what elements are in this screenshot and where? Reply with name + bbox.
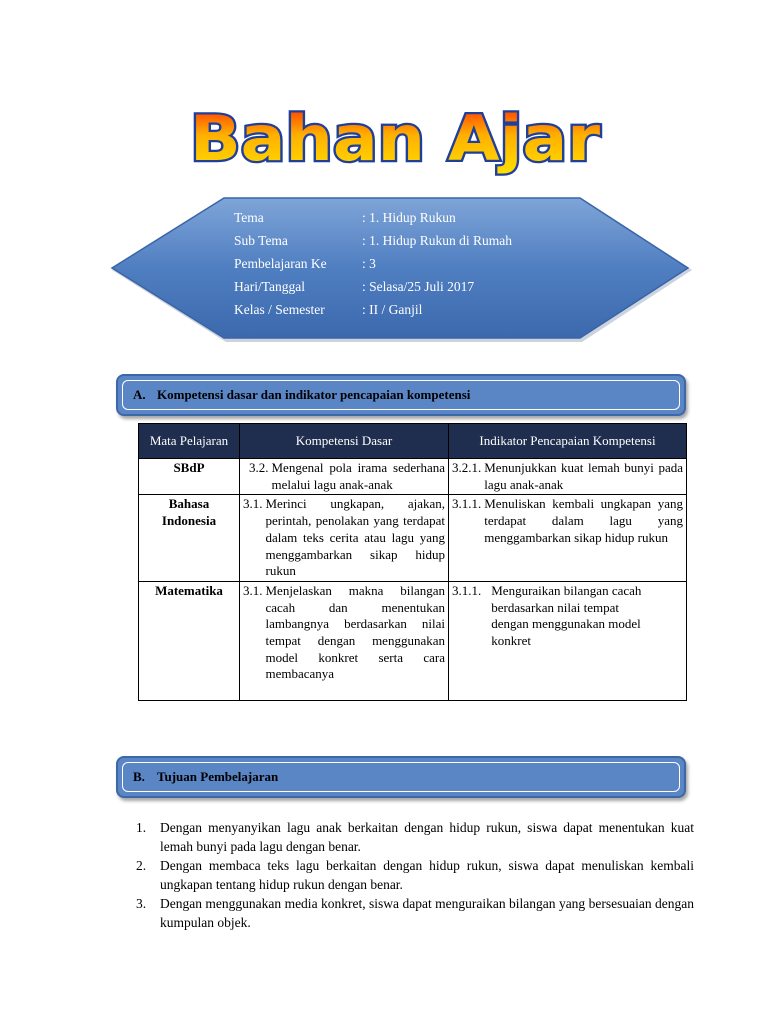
kd-number: 3.1. (243, 582, 263, 598)
learning-goals-list (136, 818, 694, 932)
section-letter: B. (133, 769, 145, 784)
table-row (139, 495, 687, 582)
goal-text: Dengan menyanyikan lagu anak berkaitan dengan hidup rukun, siswa dapat menentukan kuat lemah bunyi pada lagu dengan benar. (160, 820, 694, 854)
subject-cell: SBdP (139, 459, 240, 495)
indicator-cell (449, 581, 687, 700)
kd-cell (240, 581, 449, 700)
info-value: : II / Ganjil (362, 301, 423, 317)
title-graphic (180, 100, 610, 180)
indicator-cell (449, 459, 687, 495)
section-title: Kompetensi dasar dan indikator pencapaian kompetensi (157, 387, 471, 402)
table-row (139, 581, 687, 700)
info-label: Pembelajaran Ke (234, 255, 327, 271)
indicator-number: 3.1.1. (452, 582, 482, 598)
section-b-inner (122, 762, 680, 792)
title-wordart (180, 100, 610, 180)
info-row-kelas (234, 298, 512, 321)
table-header-row (139, 424, 687, 459)
info-label: Tema (234, 209, 264, 225)
info-value: : 1. Hidup Rukun di Rumah (362, 232, 513, 248)
info-value: : Selasa/25 Juli 2017 (362, 278, 475, 294)
info-label: Kelas / Semester (234, 301, 325, 317)
kd-text: Mengenal pola irama sederhana melalui lagu anak-anak (271, 460, 445, 492)
goal-number: 3. (136, 896, 147, 911)
info-row-pembelajaran (234, 252, 512, 275)
lesson-info-banner (108, 196, 692, 344)
kd-number: 3.2. (249, 460, 269, 475)
goal-number: 2. (136, 858, 147, 873)
info-row-subtema (234, 229, 512, 252)
info-label: Hari/Tanggal (234, 278, 306, 294)
header-subject: Mata Pelajaran (139, 424, 240, 459)
info-value: : 3 (362, 255, 376, 271)
section-b-heading (116, 756, 686, 798)
kd-cell (240, 495, 449, 582)
kd-cell (240, 459, 449, 495)
subject-cell: Matematika (139, 581, 240, 700)
section-title: Tujuan Pembelajaran (157, 769, 279, 784)
goal-text: Dengan menggunakan media konkret, siswa dapat menguraikan bilangan yang bersesuaian dengan kumpulan objek. (160, 896, 694, 930)
table-row (139, 459, 687, 495)
indicator-text: Menunjukkan kuat lemah bunyi pada lagu anak-anak (484, 460, 683, 492)
kd-number: 3.1. (243, 496, 263, 512)
indicator-cell (449, 495, 687, 582)
header-kd: Kompetensi Dasar (240, 424, 449, 459)
info-label: Sub Tema (234, 232, 288, 248)
lesson-info (234, 206, 512, 321)
info-row-tema (234, 206, 512, 229)
info-row-tanggal (234, 275, 512, 298)
list-item (136, 856, 694, 894)
section-a-heading (116, 374, 686, 416)
list-item (136, 894, 694, 932)
subject-cell: Bahasa Indonesia (139, 495, 240, 582)
indicator-number: 3.1.1. (452, 496, 482, 512)
kd-text: Menjelaskan makna bilangan cacah dan menentukan lambangnya berdasarkan nilai tempat dengan menggunakan model konkret serta cara membacanya (265, 582, 445, 682)
goal-text: Dengan membaca teks lagu berkaitan dengan hidup rukun, siswa dapat menuliskan kembali ungkapan tentang hidup rukun dengan benar. (160, 858, 694, 892)
indicator-text: Menguraikan bilangan cacah berdasarkan nilai tempat dengan menggunakan model konkret (491, 582, 642, 649)
list-item (136, 818, 694, 856)
section-letter: A. (133, 387, 146, 402)
info-value: : 1. Hidup Rukun (362, 209, 456, 225)
indicator-number: 3.2.1. (452, 460, 482, 475)
header-indicator: Indikator Pencapaian Kompetensi (449, 424, 687, 459)
indicator-text: Menuliskan kembali ungkapan yang terdapat dalam lagu yang menggambarkan sikap hidup rukun (484, 496, 683, 545)
section-a-inner (122, 380, 680, 410)
competency-table (138, 423, 687, 701)
goal-number: 1. (136, 820, 147, 835)
page-title: Bahan Ajar (190, 102, 601, 175)
kd-text: Merinci ungkapan, ajakan, perintah, penolakan yang terdapat dalam teks cerita atau lagu yang menggambarkan sikap hidup rukun (265, 496, 445, 579)
